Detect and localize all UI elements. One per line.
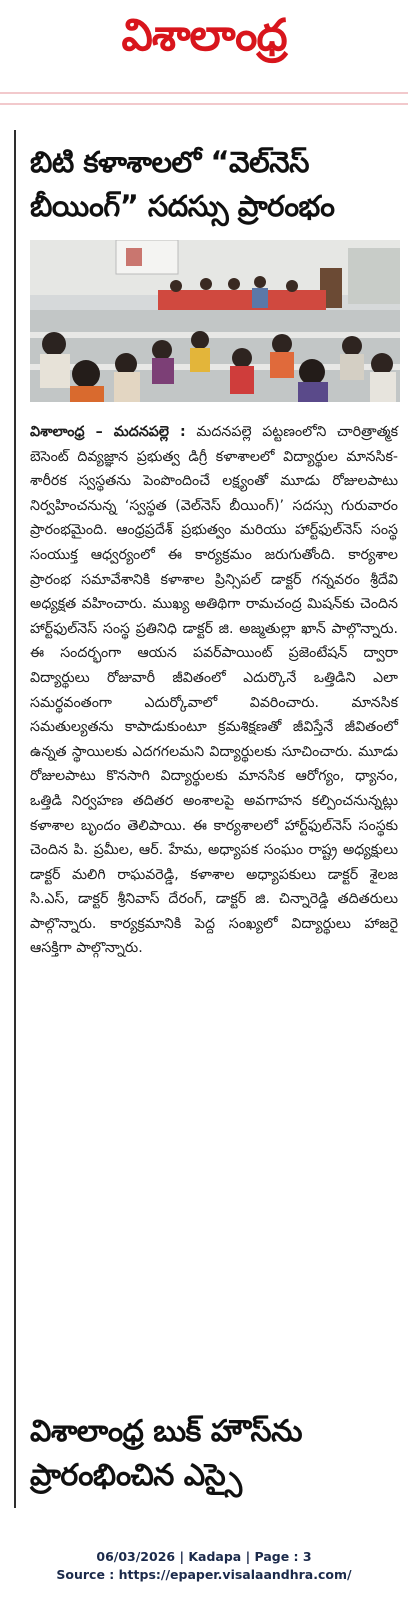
seminar-hall-photo bbox=[30, 240, 400, 402]
newspaper-logo: విశాలాంధ్ర bbox=[121, 10, 287, 61]
article-photo bbox=[30, 240, 400, 402]
page-footer bbox=[0, 1548, 408, 1584]
article-body bbox=[30, 420, 398, 961]
next-article-headline: విశాలాంధ్ర బుక్ హౌస్‌ను ప్రారంభించిన ఎస్సై bbox=[30, 1414, 303, 1493]
article-body-text: మదనపల్లె పట్టణంలోని చారిత్రాత్మక బెసెంట్ దివ్యజ్ఞాన ప్రభుత్వ డిగ్రీ కళాశాలలో విద్యార్థుల మానసిక-శారీరక స్వస్థతను పెంపొందించే లక్ష్యంతో మూడు రోజులపాటు నిర్వహించనున్న ‘స్వస్థత (వెల్‌నెస్ బీయింగ్)’ సదస్సు గురువారం ప్రారంభమైంది. ఆంధ్రప్రదేశ్ ప్రభుత్వం మరియు హార్ట్‌ఫుల్‌నెస్ సంస్థ సంయుక్త ఆధ్వర్యంలో ఈ కార్యక్రమం జరుగుతోంది. కార్యశాల ప్రారంభ సమావేశానికి కళాశాల ప్రిన్సిపల్ డాక్టర్ గన్నవరం శ్రీదేవి అధ్యక్షత వహించారు. ముఖ్య అతిథిగా రామచంద్ర మిషన్‌కు చెందిన హార్ట్‌ఫుల్‌నెస్ సంస్థ ప్రతినిధి డాక్టర్ జి. అజ్మతుల్లా ఖాన్ పాల్గొన్నారు. ఈ సందర్భంగా ఆయన పవర్‌పాయింట్ ప్రజెంటేషన్ ద్వారా విద్యార్థులు రోజువారీ జీవితంలో ఎదుర్కొనే ఒత్తిడిని ఎలా సమర్థవంతంగా ఎదుర్కోవాలో వివరించారు. మానసిక సమతుల్యతను కాపాడుకుంటూ క్రమశిక్షణతో జీవిస్తేనే జీవితంలో ఉన్నత స్థాయిలకు ఎదగగలమని విద్యార్థులకు సూచించారు. మూడు రోజులపాటు కొనసాగి విద్యార్థులకు మానసిక ఆరోగ్యం, ధ్యానం, ఒత్తిడి నిర్వహణ తదితర అంశాలపై అవగాహన కల్పించనున్నట్లు కళాశాల బృందం తెలిపాయి. ఈ కార్యశాలలో హార్ట్‌ఫుల్‌నెస్ సంస్థకు చెందిన పి. ప్రమీల, ఆర్. హేమ, అధ్యాపక సంఘం రాష్ట్ర అధ్యక్షులు డాక్టర్ మలిగి రాఘవరెడ్డి, కళాశాల అధ్యాపకులు డాక్టర్ శైలజ సి.ఎస్, డాక్టర్ శ్రీనివాస్ దేరంగ్, డాక్టర్ జి. చిన్నారెడ్డి తదితరులు పాల్గొన్నారు. కార్యక్రమానికి పెద్ద సంఖ్యలో విద్యార్థులు హాజరై ఆసక్తిగా పాల్గొన్నారు. bbox=[30, 424, 398, 957]
article-dateline: విశాలాంధ్ర – మదనపల్లె : bbox=[30, 424, 186, 440]
footer-source-link[interactable]: Source : https://epaper.visalaandhra.com/ bbox=[56, 1567, 352, 1582]
masthead bbox=[0, 0, 408, 72]
header-divider-secondary bbox=[0, 103, 408, 105]
article-headline: బిటి కళాశాలలో “వెల్‌నెస్ బీయింగ్” సదస్సు ప్రారంభం bbox=[30, 145, 335, 223]
header-divider bbox=[0, 92, 408, 94]
footer-edition-info: 06/03/2026 | Kadapa | Page : 3 bbox=[96, 1549, 312, 1564]
